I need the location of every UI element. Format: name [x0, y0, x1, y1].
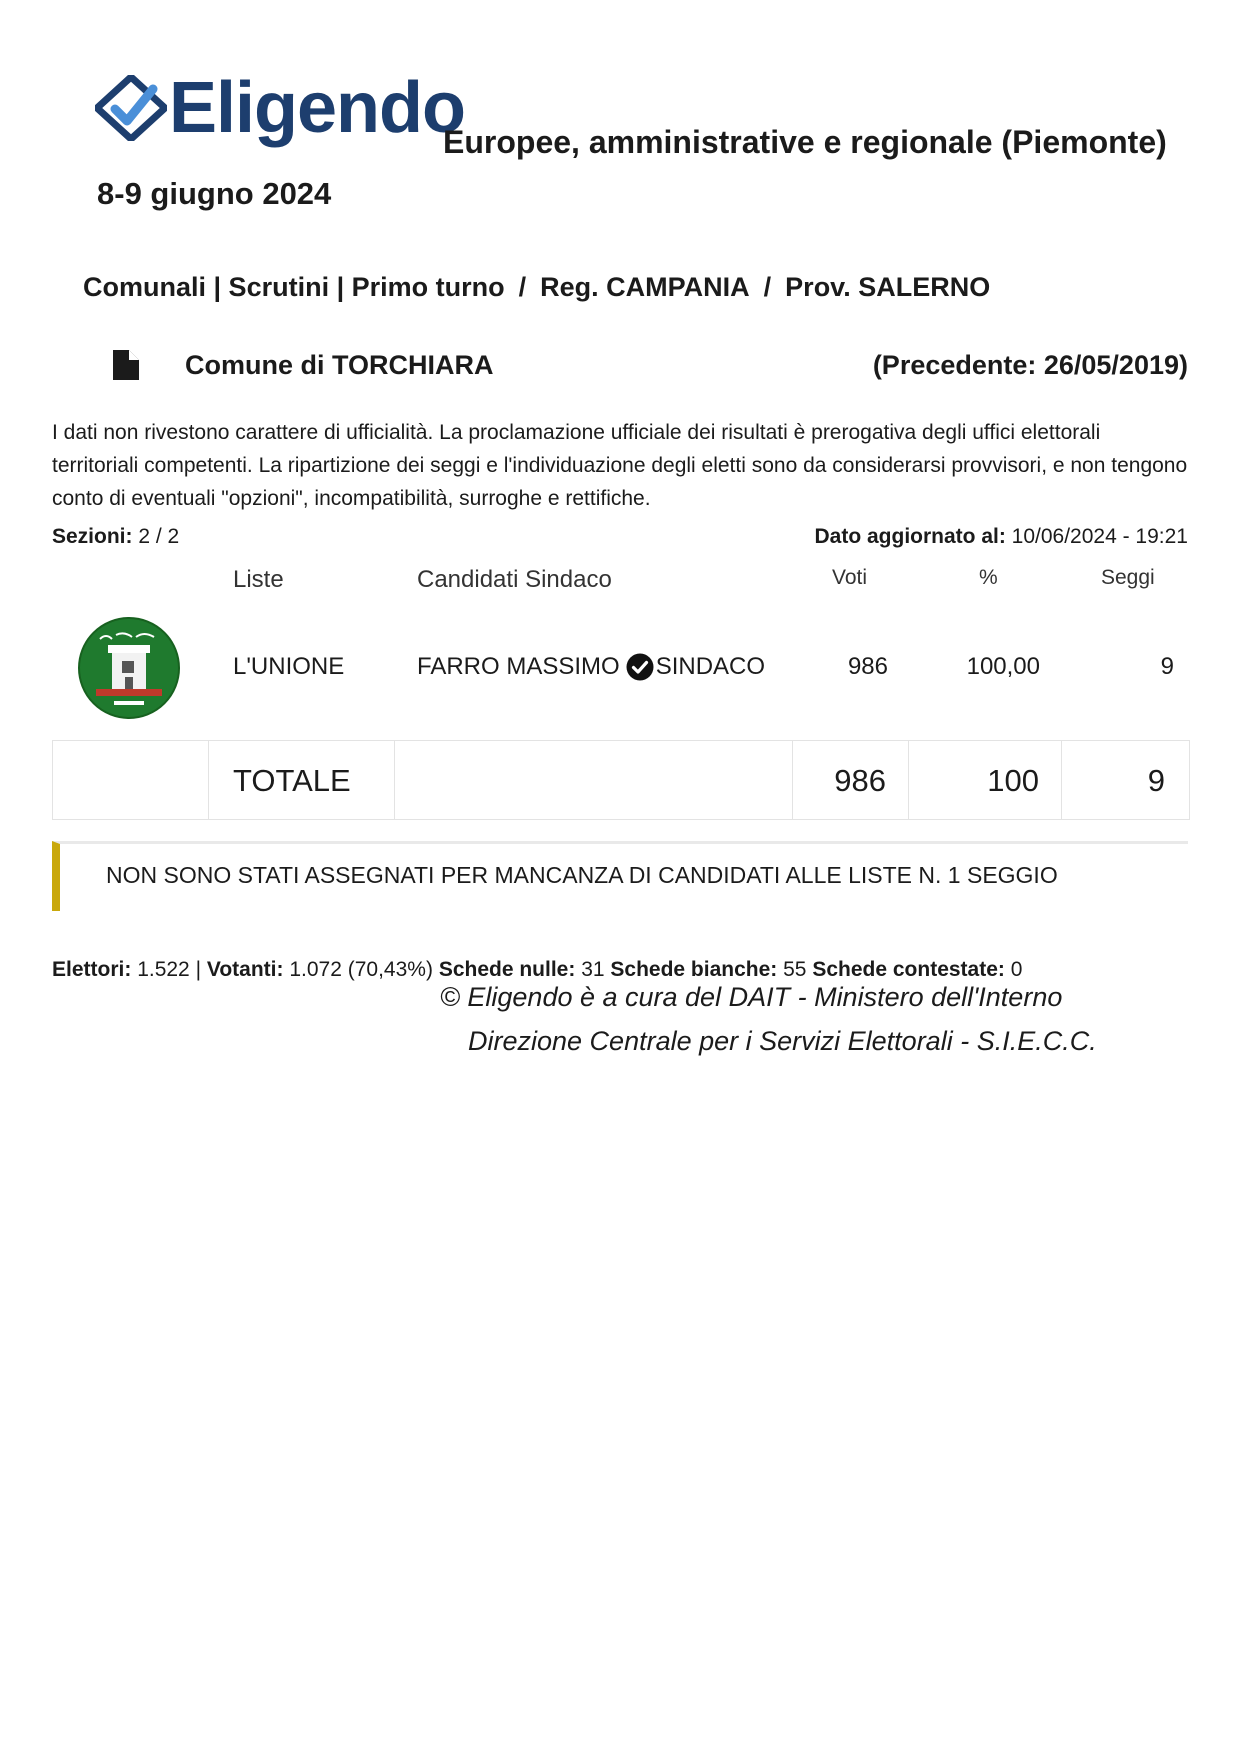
elettori-value: 1.522: [137, 958, 190, 981]
totale-label: TOTALE: [233, 763, 351, 798]
seggi-value: 9: [1160, 653, 1174, 680]
contestate-value: 0: [1010, 958, 1023, 981]
totale-row: [52, 740, 1190, 820]
candidato-cell: [417, 653, 765, 681]
breadcrumb-item-provincia[interactable]: Prov. SALERNO: [785, 272, 991, 302]
voting-stats: [52, 958, 1022, 982]
disclaimer-text: I dati non rivestono carattere di ufficialità. La proclamazione ufficiale dei risultati è prerogativa degli uffici elettorali territoriali competenti. La ripartizione dei seggi e l'individuazione degli eletti sono da considerarsi provvisori, e non tengono conto di eventuali "opzioni", incompatibilità, surroghe e rettifiche.: [52, 421, 1188, 510]
check-circle-icon: [626, 653, 654, 681]
breadcrumb: [83, 272, 990, 303]
votanti-label: Votanti:: [206, 958, 284, 981]
lista-name: L'UNIONE: [233, 653, 345, 680]
nulle-value: 31: [581, 958, 605, 981]
totale-voti: 986: [834, 763, 886, 798]
eligendo-logo: [95, 68, 465, 148]
header-seggi: Seggi: [1101, 566, 1155, 589]
votanti-value: 1.072 (70,43%): [289, 958, 433, 981]
totale-label-cell: [209, 741, 395, 819]
election-title: Europee, amministrative e regionale (Piemonte): [443, 124, 1167, 160]
contestate-label: Schede contestate:: [812, 958, 1005, 981]
comune-name: Comune di TORCHIARA: [185, 350, 494, 380]
totale-empty-cell: [395, 741, 793, 819]
totale-seggi: 9: [1147, 763, 1165, 798]
sezioni-info: [52, 525, 179, 549]
logo-text: Eligendo: [169, 68, 465, 148]
precedente-link[interactable]: (Precedente: 26/05/2019): [872, 350, 1188, 380]
update-info: [814, 525, 1188, 549]
percent-value: 100,00: [966, 653, 1040, 680]
nulle-label: Schede nulle:: [438, 958, 576, 981]
sezioni-value: 2 / 2: [138, 525, 180, 548]
update-label: Dato aggiornato al:: [814, 525, 1006, 548]
stats-separator: |: [195, 958, 202, 981]
candidato-name: FARRO MASSIMO: [417, 653, 620, 680]
eligendo-logo-icon: [95, 75, 167, 141]
header-candidati: Candidati Sindaco: [417, 566, 612, 593]
status-badge: SINDACO: [655, 653, 766, 680]
totale-empty-cell: [53, 741, 209, 819]
seggi-note-text: NON SONO STATI ASSEGNATI PER MANCANZA DI CANDIDATI ALLE LISTE N. 1 SEGGIO: [106, 862, 1058, 888]
breadcrumb-item-regione[interactable]: Reg. CAMPANIA: [540, 272, 750, 302]
bianche-value: 55: [783, 958, 807, 981]
seggi-note: [52, 841, 1188, 911]
breadcrumb-separator: /: [518, 272, 527, 302]
breadcrumb-separator: /: [763, 272, 772, 302]
totale-percent-cell: [909, 741, 1062, 819]
header-percent: %: [979, 566, 998, 589]
header-voti: Voti: [832, 566, 868, 589]
totale-voti-cell: [793, 741, 909, 819]
elettori-label: Elettori:: [52, 958, 132, 981]
voti-value: 986: [847, 653, 888, 680]
footer-credit: © Eligendo è a cura del DAIT - Ministero dell'Interno: [440, 982, 1063, 1012]
election-date: 8-9 giugno 2024: [97, 176, 332, 211]
breadcrumb-item-tipo[interactable]: Comunali | Scrutini | Primo turno: [83, 272, 505, 302]
header-liste: Liste: [233, 566, 284, 593]
document-icon: [113, 350, 139, 380]
bianche-label: Schede bianche:: [610, 958, 778, 981]
footer-direction: Direzione Centrale per i Servizi Elettorali - S.I.E.C.C.: [468, 1026, 1097, 1056]
totale-seggi-cell: [1062, 741, 1187, 819]
lista-logo-icon: [78, 617, 180, 719]
totale-percent: 100: [987, 763, 1039, 798]
sezioni-label: Sezioni:: [52, 525, 133, 548]
update-value: 10/06/2024 - 19:21: [1011, 525, 1188, 548]
